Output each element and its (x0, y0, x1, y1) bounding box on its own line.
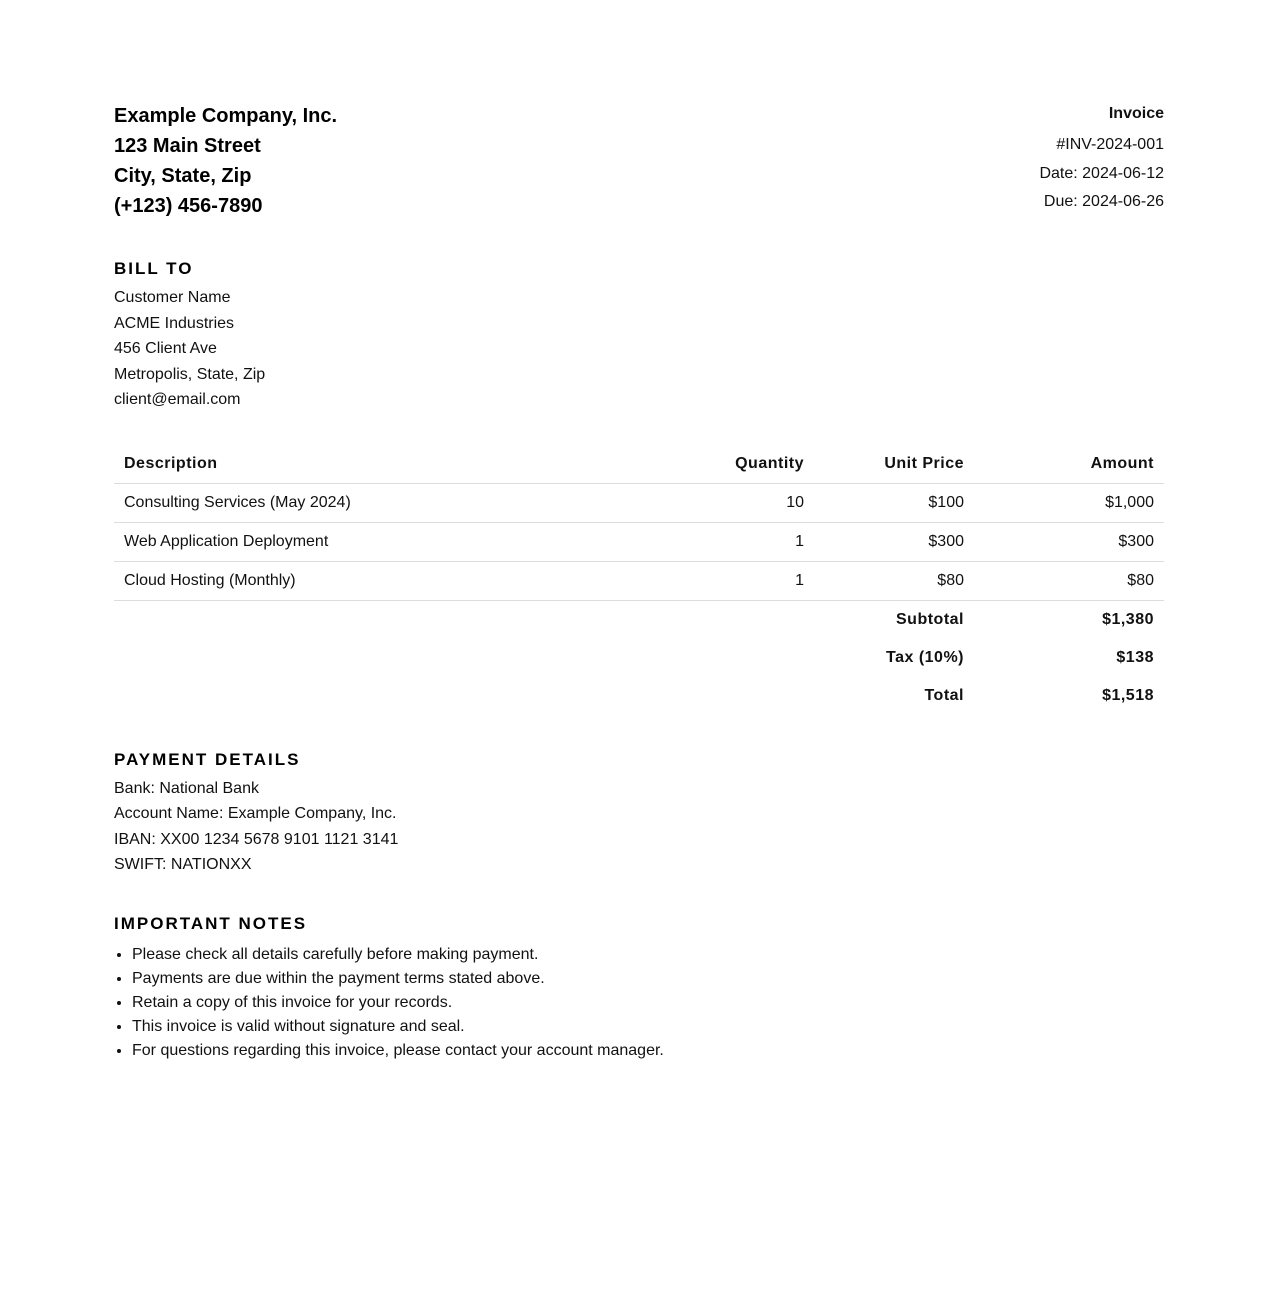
bill-to-line: ACME Industries (114, 314, 235, 332)
payment-line-bank: Bank: National Bank (114, 779, 259, 797)
list-item: • This invoice is valid without signature and seal. (132, 1015, 1164, 1039)
subtotal-label: Subtotal (896, 610, 964, 628)
table-row (114, 561, 1164, 600)
invoice-title: Invoice (1108, 105, 1164, 122)
total-row (114, 677, 1164, 715)
table-row (114, 522, 1164, 561)
important-notes-section (114, 913, 1164, 1063)
company-info (114, 101, 337, 221)
item-description: Web Application Deployment (114, 522, 674, 561)
column-header-unit-price: Unit Price (814, 445, 974, 484)
column-header-quantity: Quantity (674, 445, 814, 484)
item-amount: $80 (974, 561, 1164, 600)
item-quantity: 1 (674, 561, 814, 600)
total-value: $1,518 (1102, 686, 1154, 704)
payment-line-account-name: Account Name: Example Company, Inc. (114, 805, 397, 822)
payment-details-section (114, 749, 1164, 878)
payment-details-title: PAYMENT DETAILS (114, 749, 301, 769)
list-item: • For questions regarding this invoice, please contact your account manager. (132, 1039, 1164, 1063)
company-street: 123 Main Street (114, 135, 261, 157)
important-notes-title: IMPORTANT NOTES (114, 913, 308, 933)
bill-to-line: 456 Client Ave (114, 340, 217, 357)
item-quantity: 1 (674, 522, 814, 561)
line-items-table (114, 445, 1164, 715)
invoice-page (114, 0, 1164, 1063)
list-item: • Payments are due within the payment terms stated above. (132, 967, 1164, 991)
item-amount: $1,000 (974, 483, 1164, 522)
list-item: • Please check all details carefully before making payment. (132, 943, 1164, 967)
payment-line-iban: IBAN: XX00 1234 5678 9101 1121 3141 (114, 830, 399, 848)
bill-to-line: Customer Name (114, 289, 231, 306)
table-header-row (114, 445, 1164, 484)
list-item: • Retain a copy of this invoice for your records. (132, 991, 1164, 1015)
invoice-number: #INV-2024-001 (1056, 136, 1164, 153)
notes-list (114, 943, 1164, 1063)
bill-to-lines (114, 285, 1164, 413)
item-unit-price: $300 (814, 522, 974, 561)
total-label: Total (924, 686, 964, 704)
company-name: Example Company, Inc. (114, 105, 338, 127)
invoice-meta (1039, 101, 1164, 217)
bill-to-title: BILL TO (114, 259, 194, 278)
tax-label: Tax (10%) (885, 648, 964, 666)
bill-to-line: client@email.com (114, 391, 241, 408)
bill-to-line: Metropolis, State, Zip (114, 365, 266, 383)
payment-details-lines (114, 776, 1164, 878)
tax-value: $138 (1116, 648, 1154, 666)
invoice-header (114, 101, 1164, 221)
column-header-description: Description (114, 445, 674, 484)
subtotal-row (114, 600, 1164, 639)
item-unit-price: $80 (814, 561, 974, 600)
item-description: Consulting Services (May 2024) (114, 483, 674, 522)
invoice-date: Date: 2024-06-12 (1039, 164, 1164, 182)
item-quantity: 10 (674, 483, 814, 522)
table-row (114, 483, 1164, 522)
payment-line-swift: SWIFT: NATIONXX (114, 856, 252, 873)
column-header-amount: Amount (974, 445, 1164, 484)
bill-to-section (114, 258, 1164, 413)
tax-row (114, 639, 1164, 677)
invoice-due-date: Due: 2024-06-26 (1043, 193, 1164, 210)
subtotal-value: $1,380 (1102, 610, 1154, 628)
company-city: City, State, Zip (114, 165, 252, 187)
item-amount: $300 (974, 522, 1164, 561)
item-description: Cloud Hosting (Monthly) (114, 561, 674, 600)
company-phone: (+123) 456-7890 (114, 195, 263, 217)
item-unit-price: $100 (814, 483, 974, 522)
